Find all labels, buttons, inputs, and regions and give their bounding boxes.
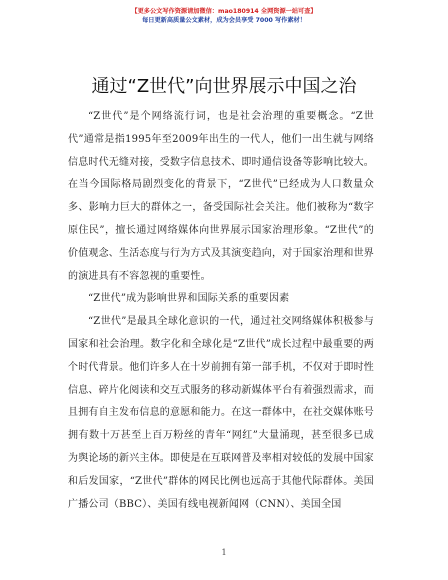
- promo-banner: [0, 7, 448, 25]
- banner-line-1: 【更多公文写作资源请加微信：mao180914 全网资源一站可查】: [131, 8, 317, 15]
- paragraph-intro: “Z世代”是个网络流行词，也是社会治理的重要概念。“Z世代”通常是指1995年至2009年出生的一代人，他们一出生就与网络信息时代无缝对接，受数字信息技术、即时通信设备等影响比较大。在当今国际格局剧烈变化的背景下，“Z世代”已经成为人口数量众多、影响力巨大的群体之一，备受国际社会关注。他们被称为“数字原住民”，擅长通过网络媒体向世界展示国家治理形象。“Z世代”的价值观念、生活态度与行为方式及其演变趋向，对于国家治理和世界的演进具有不容忽视的重要性。: [68, 111, 374, 282]
- paragraph-section-1: “Z世代”是最具全球化意识的一代，通过社交网络媒体积极参与国家和社会治理。数字化和全球化是“Z世代”成长过程中最重要的两个时代背景。他们许多人在十岁前拥有第一部手机，不仅对于即时性信息、碎片化阅读和交互式服务的移动新媒体平台有着强烈需求，而且拥有自主发布信息的意愿和能力。在这一群体中，在社交媒体账号拥有数十万甚至上百万粉丝的青年“网红”大量涌现，甚至很多已成为舆论场的新兴主体。即使是在互联网普及率相对较低的发展中国家和后发国家，“Z世代”群体的网民比例也远高于其他代际群体。美国广播公司（BBC）、美国有线电视新闻网（CNN）、美国全国: [68, 316, 374, 510]
- document-body: [68, 106, 374, 516]
- section-heading: “Z世代”成为影响世界和国际关系的重要因素: [88, 293, 290, 305]
- page-title: 通过“Z世代”向世界展示中国之治: [91, 76, 357, 97]
- banner-line-2: 每日更新高质量公文素材，成为会员享受 7000 写作素材！: [142, 17, 306, 24]
- page-number: 1: [221, 548, 227, 557]
